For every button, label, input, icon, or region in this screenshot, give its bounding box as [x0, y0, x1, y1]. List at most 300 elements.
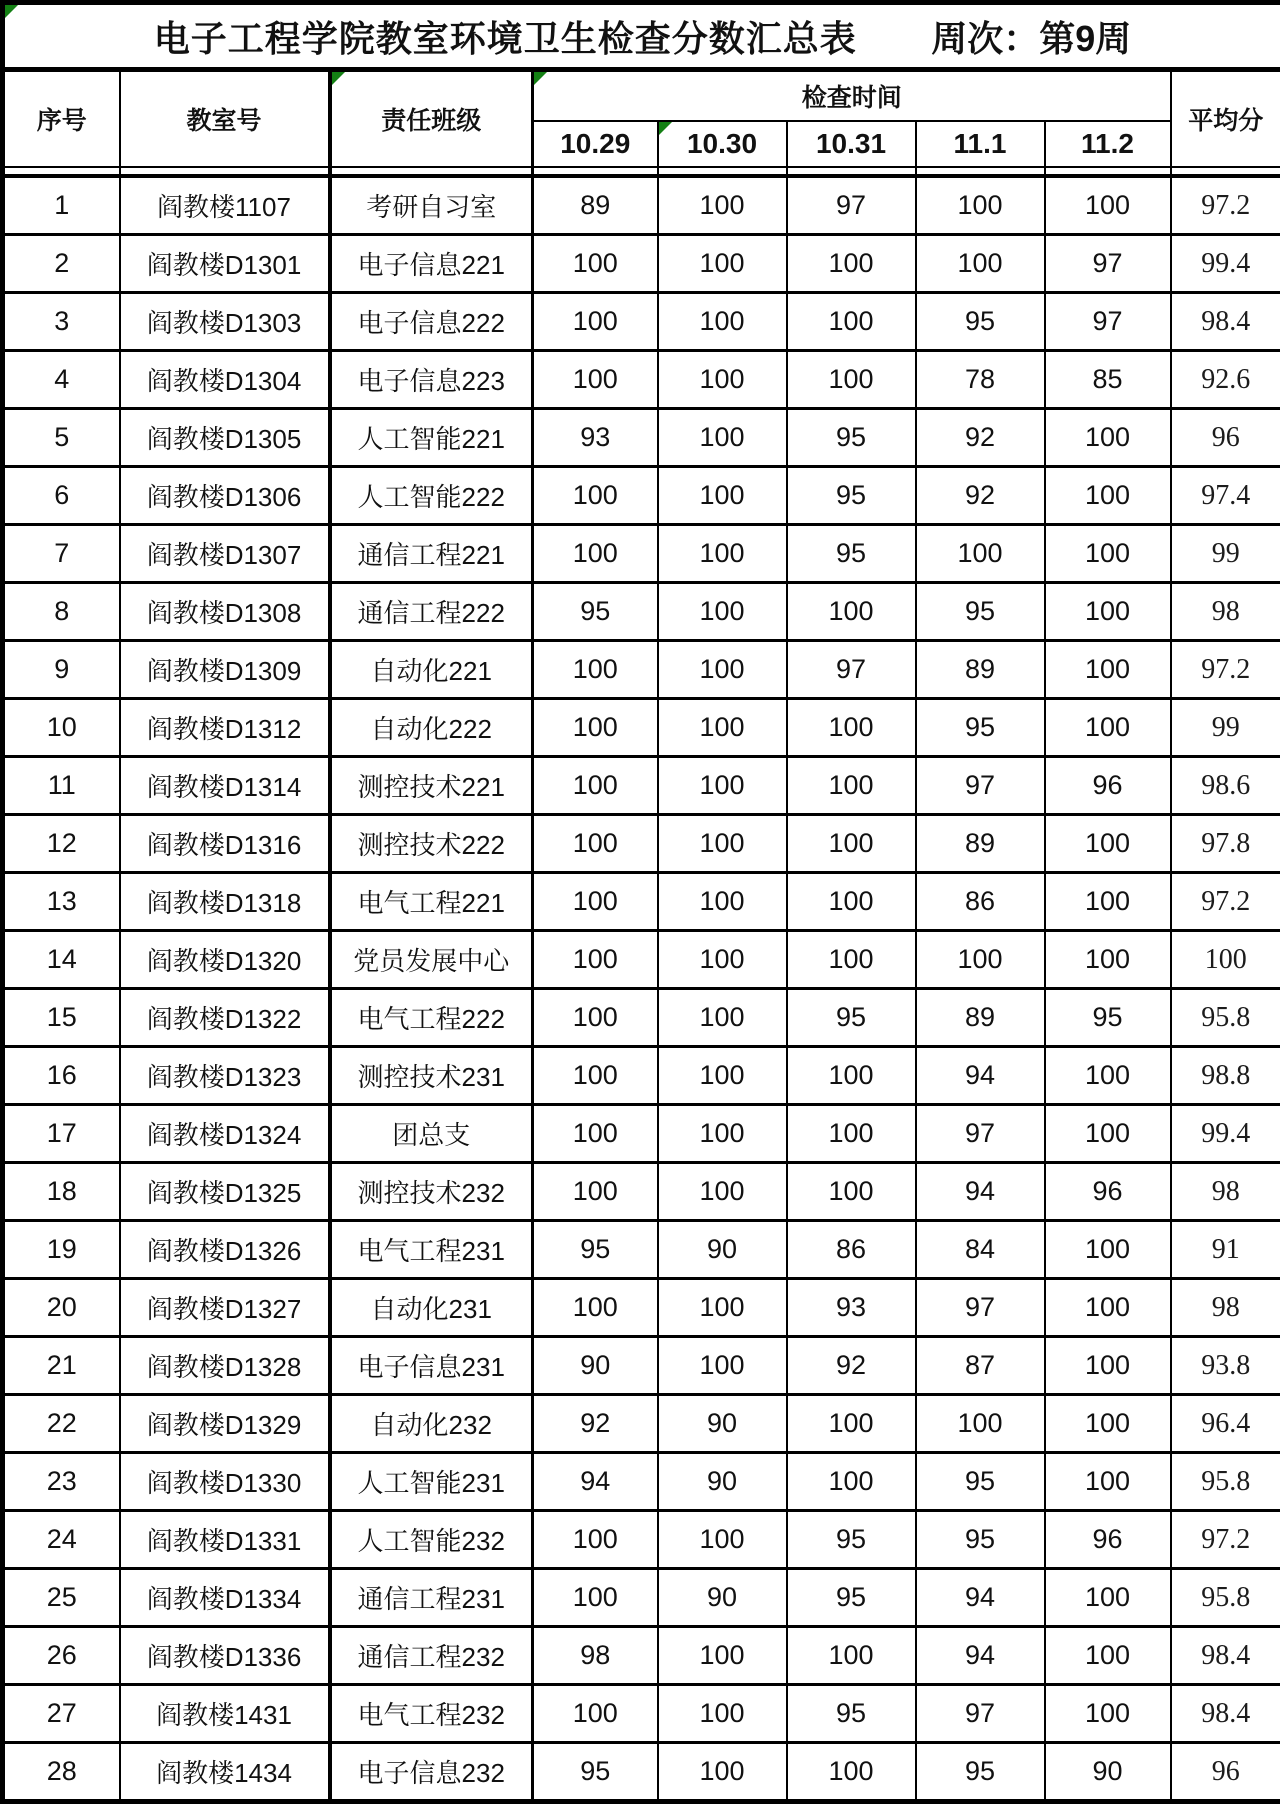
room-cell: 阎教楼D1301	[120, 235, 330, 293]
average-cell: 95.8	[1171, 1453, 1280, 1511]
table-row	[3, 757, 1280, 815]
room-cell: 阎教楼D1330	[120, 1453, 330, 1511]
score-cell-3: 100	[787, 1453, 916, 1511]
score-cell-1: 100	[533, 1569, 658, 1627]
class-cell: 通信工程232	[330, 1627, 533, 1685]
score-cell-1: 92	[533, 1395, 658, 1453]
average-cell: 98.4	[1171, 293, 1280, 351]
score-cell-4: 92	[916, 409, 1045, 467]
class-cell: 自动化222	[330, 699, 533, 757]
table-row	[3, 467, 1280, 525]
table-row	[3, 1105, 1280, 1163]
class-cell: 考研自习室	[330, 176, 533, 235]
table-row	[3, 815, 1280, 873]
score-cell-2: 100	[658, 409, 787, 467]
col-header-check-time	[533, 70, 1171, 122]
room-cell: 阎教楼D1312	[120, 699, 330, 757]
serial-cell: 7	[3, 525, 120, 583]
table-row	[3, 1685, 1280, 1743]
score-cell-4: 89	[916, 815, 1045, 873]
class-cell: 电气工程231	[330, 1221, 533, 1279]
score-cell-1: 94	[533, 1453, 658, 1511]
class-cell: 测控技术222	[330, 815, 533, 873]
serial-cell: 21	[3, 1337, 120, 1395]
room-cell: 阎教楼D1322	[120, 989, 330, 1047]
score-cell-2: 100	[658, 989, 787, 1047]
average-cell: 99.4	[1171, 235, 1280, 293]
score-cell-3: 97	[787, 641, 916, 699]
score-cell-5: 100	[1045, 641, 1171, 699]
score-cell-3: 97	[787, 176, 916, 235]
average-cell: 99	[1171, 699, 1280, 757]
score-cell-1: 100	[533, 1105, 658, 1163]
score-cell-2: 100	[658, 235, 787, 293]
serial-cell: 22	[3, 1395, 120, 1453]
score-cell-2: 100	[658, 467, 787, 525]
average-cell: 98.4	[1171, 1627, 1280, 1685]
score-cell-1: 100	[533, 641, 658, 699]
score-cell-5: 85	[1045, 351, 1171, 409]
room-cell: 阎教楼D1324	[120, 1105, 330, 1163]
table-row	[3, 699, 1280, 757]
header-row-groups	[3, 70, 1280, 122]
average-cell: 98.4	[1171, 1685, 1280, 1743]
table-row	[3, 1221, 1280, 1279]
score-cell-1: 100	[533, 873, 658, 931]
score-cell-1: 100	[533, 757, 658, 815]
score-cell-5: 97	[1045, 293, 1171, 351]
score-cell-5: 96	[1045, 1163, 1171, 1221]
score-cell-5: 100	[1045, 583, 1171, 641]
score-cell-3: 100	[787, 757, 916, 815]
score-cell-2: 100	[658, 1163, 787, 1221]
class-cell: 测控技术221	[330, 757, 533, 815]
score-cell-2: 100	[658, 293, 787, 351]
score-cell-2: 100	[658, 1627, 787, 1685]
score-cell-5: 100	[1045, 1627, 1171, 1685]
score-cell-5: 100	[1045, 815, 1171, 873]
class-cell: 自动化221	[330, 641, 533, 699]
score-cell-2: 100	[658, 931, 787, 989]
score-cell-5: 100	[1045, 176, 1171, 235]
score-cell-2: 100	[658, 699, 787, 757]
class-cell: 电子信息221	[330, 235, 533, 293]
table-row	[3, 176, 1280, 235]
score-cell-3: 100	[787, 1627, 916, 1685]
comment-marker-icon	[332, 72, 345, 85]
room-cell: 阎教楼D1331	[120, 1511, 330, 1569]
table-row	[3, 525, 1280, 583]
score-cell-5: 100	[1045, 1221, 1171, 1279]
score-cell-2: 100	[658, 1105, 787, 1163]
score-cell-5: 100	[1045, 1105, 1171, 1163]
room-cell: 阎教楼D1303	[120, 293, 330, 351]
page-title: 电子工程学院教室环境卫生检查分数汇总表	[153, 17, 857, 59]
score-cell-3: 95	[787, 989, 916, 1047]
score-cell-4: 94	[916, 1627, 1045, 1685]
score-cell-1: 89	[533, 176, 658, 235]
room-cell: 阎教楼D1309	[120, 641, 330, 699]
score-cell-2: 100	[658, 583, 787, 641]
score-cell-1: 98	[533, 1627, 658, 1685]
class-cell: 电子信息222	[330, 293, 533, 351]
date-header-3	[787, 121, 916, 167]
score-cell-4: 100	[916, 176, 1045, 235]
score-cell-2: 100	[658, 815, 787, 873]
score-cell-3: 100	[787, 815, 916, 873]
serial-cell: 17	[3, 1105, 120, 1163]
room-cell: 阎教楼1434	[120, 1743, 330, 1802]
room-cell: 阎教楼D1308	[120, 583, 330, 641]
score-cell-4: 97	[916, 757, 1045, 815]
room-cell: 阎教楼D1336	[120, 1627, 330, 1685]
room-cell: 阎教楼D1307	[120, 525, 330, 583]
date-header-5	[1045, 121, 1171, 167]
score-cell-2: 100	[658, 1685, 787, 1743]
col-header-average-label: 平均分	[1188, 107, 1264, 135]
class-cell: 电气工程232	[330, 1685, 533, 1743]
score-cell-4: 97	[916, 1105, 1045, 1163]
room-cell: 阎教楼D1326	[120, 1221, 330, 1279]
score-cell-3: 100	[787, 1047, 916, 1105]
score-cell-2: 100	[658, 1047, 787, 1105]
table-row	[3, 1337, 1280, 1395]
score-cell-3: 100	[787, 1105, 916, 1163]
score-cell-5: 100	[1045, 1395, 1171, 1453]
class-cell: 团总支	[330, 1105, 533, 1163]
room-cell: 阎教楼D1316	[120, 815, 330, 873]
room-cell: 阎教楼D1323	[120, 1047, 330, 1105]
score-cell-4: 100	[916, 931, 1045, 989]
class-cell: 通信工程222	[330, 583, 533, 641]
serial-cell: 18	[3, 1163, 120, 1221]
title-row	[3, 3, 1280, 70]
serial-cell: 5	[3, 409, 120, 467]
score-cell-1: 100	[533, 1163, 658, 1221]
score-cell-5: 100	[1045, 467, 1171, 525]
average-cell: 96	[1171, 1743, 1280, 1802]
score-cell-3: 100	[787, 699, 916, 757]
score-cell-1: 100	[533, 1279, 658, 1337]
score-cell-3: 86	[787, 1221, 916, 1279]
table-row	[3, 1627, 1280, 1685]
score-cell-4: 95	[916, 1511, 1045, 1569]
score-cell-5: 100	[1045, 1685, 1171, 1743]
date-header-2-label: 10.30	[686, 128, 758, 159]
table-row	[3, 989, 1280, 1047]
table-row	[3, 1569, 1280, 1627]
col-header-room	[120, 70, 330, 168]
serial-cell: 15	[3, 989, 120, 1047]
date-header-1	[533, 121, 658, 167]
class-cell: 人工智能231	[330, 1453, 533, 1511]
score-cell-4: 89	[916, 641, 1045, 699]
table-row	[3, 873, 1280, 931]
average-cell: 93.8	[1171, 1337, 1280, 1395]
score-cell-1: 95	[533, 1743, 658, 1802]
score-cell-1: 95	[533, 1221, 658, 1279]
class-cell: 电气工程222	[330, 989, 533, 1047]
score-cell-3: 95	[787, 1685, 916, 1743]
score-cell-3: 95	[787, 467, 916, 525]
class-cell: 自动化231	[330, 1279, 533, 1337]
score-cell-5: 100	[1045, 931, 1171, 989]
table-header	[3, 3, 1280, 177]
score-cell-1: 100	[533, 351, 658, 409]
serial-cell: 11	[3, 757, 120, 815]
room-cell: 阎教楼1107	[120, 176, 330, 235]
date-header-4	[916, 121, 1045, 167]
class-cell: 党员发展中心	[330, 931, 533, 989]
average-cell: 98	[1171, 583, 1280, 641]
col-header-average	[1171, 70, 1280, 168]
average-cell: 98.8	[1171, 1047, 1280, 1105]
score-cell-2: 100	[658, 176, 787, 235]
score-cell-5: 100	[1045, 1279, 1171, 1337]
average-cell: 98	[1171, 1279, 1280, 1337]
table-row	[3, 583, 1280, 641]
score-cell-2: 100	[658, 1743, 787, 1802]
score-cell-4: 86	[916, 873, 1045, 931]
score-cell-4: 95	[916, 1453, 1045, 1511]
score-cell-2: 90	[658, 1453, 787, 1511]
col-header-class-label: 责任班级	[381, 107, 482, 135]
score-cell-1: 100	[533, 989, 658, 1047]
score-cell-1: 93	[533, 409, 658, 467]
score-cell-3: 95	[787, 1569, 916, 1627]
table-row	[3, 1395, 1280, 1453]
class-cell: 通信工程221	[330, 525, 533, 583]
score-cell-1: 100	[533, 1511, 658, 1569]
serial-cell: 19	[3, 1221, 120, 1279]
week-label: 周次：第9周	[931, 17, 1132, 59]
table-row	[3, 931, 1280, 989]
score-cell-5: 100	[1045, 873, 1171, 931]
score-cell-4: 94	[916, 1047, 1045, 1105]
score-cell-3: 100	[787, 235, 916, 293]
table-row	[3, 1163, 1280, 1221]
score-cell-5: 96	[1045, 757, 1171, 815]
col-header-check-time-label: 检查时间	[801, 84, 902, 112]
score-cell-1: 100	[533, 699, 658, 757]
score-cell-5: 95	[1045, 989, 1171, 1047]
score-cell-5: 100	[1045, 1453, 1171, 1511]
score-cell-1: 100	[533, 815, 658, 873]
score-cell-3: 93	[787, 1279, 916, 1337]
room-cell: 阎教楼1431	[120, 1685, 330, 1743]
class-cell: 电子信息223	[330, 351, 533, 409]
score-cell-1: 100	[533, 1685, 658, 1743]
score-cell-3: 100	[787, 1163, 916, 1221]
col-header-serial	[3, 70, 120, 168]
date-header-5-label: 11.2	[1081, 128, 1134, 159]
title-cell	[3, 3, 1280, 70]
average-cell: 98	[1171, 1163, 1280, 1221]
score-cell-1: 100	[533, 931, 658, 989]
score-cell-4: 97	[916, 1685, 1045, 1743]
score-cell-4: 95	[916, 1743, 1045, 1802]
serial-cell: 3	[3, 293, 120, 351]
score-cell-2: 100	[658, 1511, 787, 1569]
score-cell-5: 100	[1045, 525, 1171, 583]
room-cell: 阎教楼D1305	[120, 409, 330, 467]
score-cell-5: 100	[1045, 1047, 1171, 1105]
score-cell-4: 78	[916, 351, 1045, 409]
score-cell-2: 100	[658, 525, 787, 583]
score-cell-1: 95	[533, 583, 658, 641]
score-cell-5: 96	[1045, 1511, 1171, 1569]
col-header-room-label: 教室号	[186, 107, 262, 135]
score-cell-2: 90	[658, 1221, 787, 1279]
room-cell: 阎教楼D1328	[120, 1337, 330, 1395]
score-cell-4: 97	[916, 1279, 1045, 1337]
serial-cell: 23	[3, 1453, 120, 1511]
average-cell: 97.2	[1171, 1511, 1280, 1569]
score-cell-5: 100	[1045, 1337, 1171, 1395]
score-cell-4: 100	[916, 235, 1045, 293]
table-row	[3, 1511, 1280, 1569]
average-cell: 96.4	[1171, 1395, 1280, 1453]
average-cell: 97.8	[1171, 815, 1280, 873]
serial-cell: 4	[3, 351, 120, 409]
score-cell-3: 100	[787, 293, 916, 351]
score-cell-3: 95	[787, 1511, 916, 1569]
score-cell-4: 87	[916, 1337, 1045, 1395]
score-cell-3: 100	[787, 1743, 916, 1802]
score-cell-3: 100	[787, 931, 916, 989]
serial-cell: 13	[3, 873, 120, 931]
average-cell: 91	[1171, 1221, 1280, 1279]
comment-marker-icon	[5, 5, 18, 18]
average-cell: 97.2	[1171, 176, 1280, 235]
score-cell-5: 97	[1045, 235, 1171, 293]
class-cell: 测控技术232	[330, 1163, 533, 1221]
class-cell: 电子信息232	[330, 1743, 533, 1802]
header-divider-row	[3, 167, 1280, 176]
serial-cell: 24	[3, 1511, 120, 1569]
score-cell-4: 84	[916, 1221, 1045, 1279]
table-row	[3, 409, 1280, 467]
serial-cell: 10	[3, 699, 120, 757]
room-cell: 阎教楼D1306	[120, 467, 330, 525]
col-header-class	[330, 70, 533, 168]
room-cell: 阎教楼D1327	[120, 1279, 330, 1337]
class-cell: 人工智能221	[330, 409, 533, 467]
average-cell: 98.6	[1171, 757, 1280, 815]
score-cell-5: 100	[1045, 699, 1171, 757]
score-cell-2: 90	[658, 1569, 787, 1627]
serial-cell: 25	[3, 1569, 120, 1627]
score-cell-3: 95	[787, 409, 916, 467]
room-cell: 阎教楼D1320	[120, 931, 330, 989]
score-cell-1: 90	[533, 1337, 658, 1395]
room-cell: 阎教楼D1318	[120, 873, 330, 931]
table-row	[3, 1279, 1280, 1337]
score-cell-3: 100	[787, 873, 916, 931]
average-cell: 100	[1171, 931, 1280, 989]
date-header-2	[658, 121, 787, 167]
average-cell: 99.4	[1171, 1105, 1280, 1163]
table-row	[3, 641, 1280, 699]
table-row	[3, 1047, 1280, 1105]
score-cell-4: 100	[916, 1395, 1045, 1453]
class-cell: 通信工程231	[330, 1569, 533, 1627]
score-cell-4: 89	[916, 989, 1045, 1047]
room-cell: 阎教楼D1304	[120, 351, 330, 409]
average-cell: 96	[1171, 409, 1280, 467]
serial-cell: 14	[3, 931, 120, 989]
serial-cell: 12	[3, 815, 120, 873]
class-cell: 人工智能232	[330, 1511, 533, 1569]
table-row	[3, 1453, 1280, 1511]
score-cell-3: 100	[787, 1395, 916, 1453]
score-cell-3: 100	[787, 351, 916, 409]
serial-cell: 20	[3, 1279, 120, 1337]
score-cell-5: 100	[1045, 1569, 1171, 1627]
score-cell-5: 90	[1045, 1743, 1171, 1802]
serial-cell: 6	[3, 467, 120, 525]
score-cell-1: 100	[533, 1047, 658, 1105]
date-header-4-label: 11.1	[953, 128, 1007, 159]
serial-cell: 28	[3, 1743, 120, 1802]
score-cell-2: 100	[658, 641, 787, 699]
score-cell-2: 90	[658, 1395, 787, 1453]
table-row	[3, 1743, 1280, 1802]
serial-cell: 16	[3, 1047, 120, 1105]
score-cell-2: 100	[658, 351, 787, 409]
score-cell-4: 92	[916, 467, 1045, 525]
score-cell-1: 100	[533, 293, 658, 351]
room-cell: 阎教楼D1334	[120, 1569, 330, 1627]
comment-marker-icon	[534, 72, 547, 85]
date-header-3-label: 10.31	[815, 128, 887, 159]
average-cell: 92.6	[1171, 351, 1280, 409]
serial-cell: 26	[3, 1627, 120, 1685]
serial-cell: 8	[3, 583, 120, 641]
score-cell-4: 95	[916, 583, 1045, 641]
average-cell: 97.4	[1171, 467, 1280, 525]
average-cell: 97.2	[1171, 873, 1280, 931]
room-cell: 阎教楼D1325	[120, 1163, 330, 1221]
score-cell-4: 95	[916, 699, 1045, 757]
average-cell: 95.8	[1171, 1569, 1280, 1627]
score-cell-2: 100	[658, 873, 787, 931]
class-cell: 自动化232	[330, 1395, 533, 1453]
serial-cell: 9	[3, 641, 120, 699]
score-cell-2: 100	[658, 1279, 787, 1337]
average-cell: 95.8	[1171, 989, 1280, 1047]
table-row	[3, 293, 1280, 351]
table-body	[3, 176, 1280, 1802]
score-cell-4: 100	[916, 525, 1045, 583]
score-cell-5: 100	[1045, 409, 1171, 467]
score-cell-2: 100	[658, 1337, 787, 1395]
room-cell: 阎教楼D1329	[120, 1395, 330, 1453]
class-cell: 测控技术231	[330, 1047, 533, 1105]
average-cell: 97.2	[1171, 641, 1280, 699]
class-cell: 电子信息231	[330, 1337, 533, 1395]
score-cell-3: 92	[787, 1337, 916, 1395]
serial-cell: 1	[3, 176, 120, 235]
score-cell-4: 95	[916, 293, 1045, 351]
score-cell-3: 95	[787, 525, 916, 583]
table-row	[3, 351, 1280, 409]
comment-marker-icon	[659, 122, 672, 135]
score-cell-1: 100	[533, 467, 658, 525]
room-cell: 阎教楼D1314	[120, 757, 330, 815]
score-cell-1: 100	[533, 525, 658, 583]
class-cell: 电气工程221	[330, 873, 533, 931]
